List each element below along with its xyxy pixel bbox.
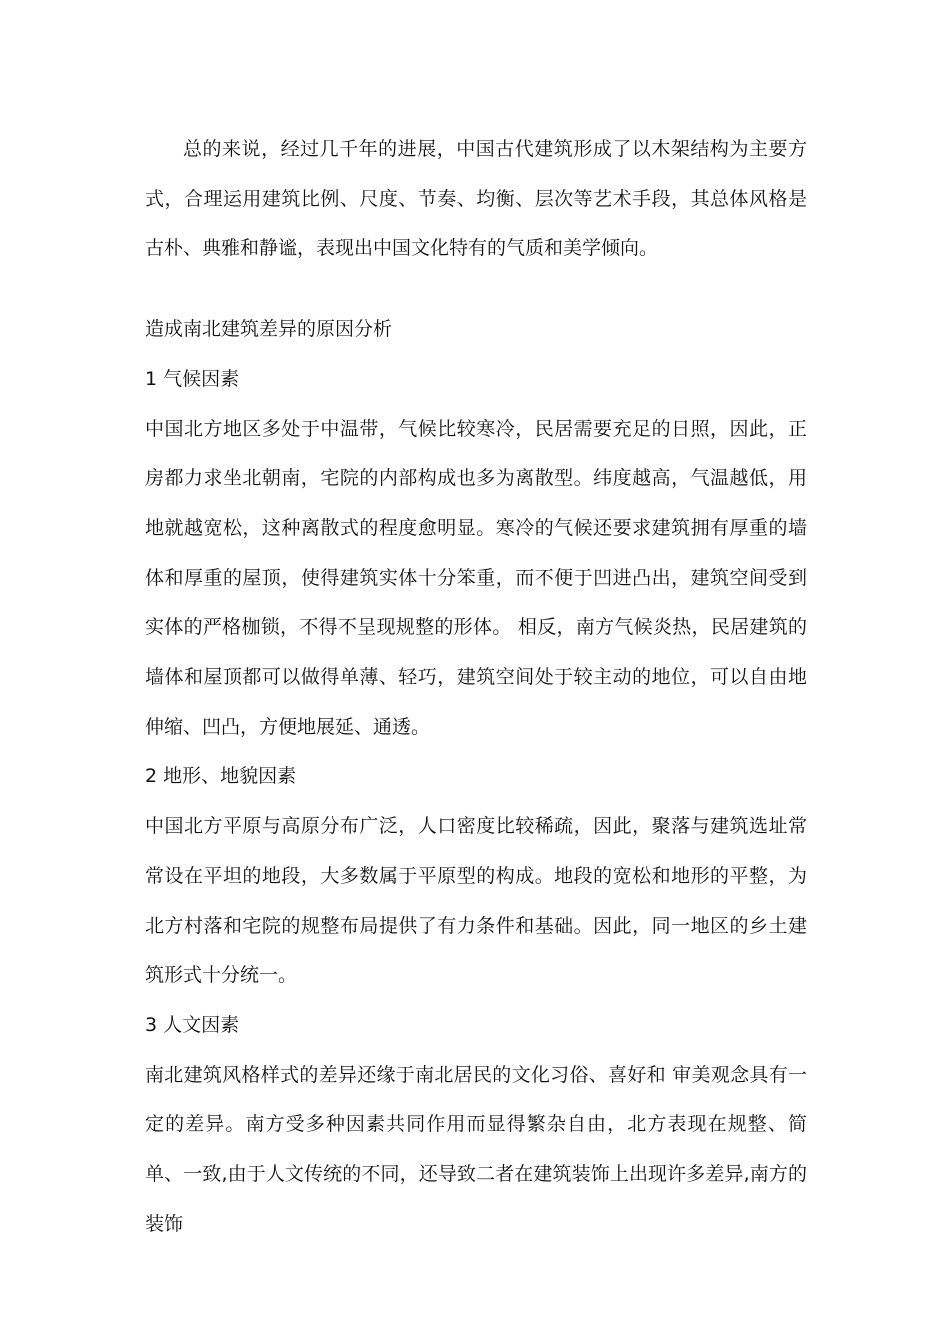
- section-body-climate: 中国北方地区多处于中温带，气候比较寒冷，民居需要充足的日照，因此，正房都力求坐北朝南，宅院的内部构成也多为离散型。纬度越高，气温越低，用地就越宽松，这种离散式的程度愈明显。寒冷的气候还要求建筑拥有厚重的墙体和厚重的屋顶，使得建筑实体十分笨重，而不便于凹进凸出，建筑空间受到实体的严格枷锁，不得不呈现规整的形体。 相反，南方气候炎热，民居建筑的墙体和屋顶都可以做得单薄、轻巧，建筑空间处于较主动的地位，可以自由地伸缩、凹凸，方便地展延、通透。: [145, 417, 807, 738]
- section-title: 造成南北建筑差异的原因分析: [145, 318, 393, 341]
- document-page: [145, 125, 807, 1249]
- section-heading-culture: 3 人文因素: [145, 1013, 240, 1036]
- section-body-terrain: 中国北方平原与高原分布广泛，人口密度比较稀疏，因此，聚落与建筑选址常常设在平坦的地段，大多数属于平原型的构成。地段的宽松和地形的平整，为北方村落和宅院的规整布局提供了有力条件和基础。因此，同一地区的乡土建筑形式十分统一。: [145, 815, 807, 987]
- section-heading-terrain: 2 地形、地貌因素: [145, 765, 297, 788]
- section-heading-climate: 1 气候因素: [145, 367, 240, 390]
- section-body-culture: 南北建筑风格样式的差异还缘于南北居民的文化习俗、喜好和 审美观念具有一定的差异。南方受多种因素共同作用而显得繁杂自由，北方表现在规整、简单、一致,由于人文传统的不同，还导致二者在建筑装饰上出现许多差异,南方的装饰: [145, 1063, 807, 1235]
- paragraph-gap: [145, 274, 807, 305]
- intro-paragraph: 总的来说，经过几千年的进展，中国古代建筑形成了以木架结构为主要方式，合理运用建筑比例、尺度、节奏、均衡、层次等艺术手段，其总体风格是古朴、典雅和静谧，表现出中国文化特有的气质和美学倾向。: [145, 138, 807, 260]
